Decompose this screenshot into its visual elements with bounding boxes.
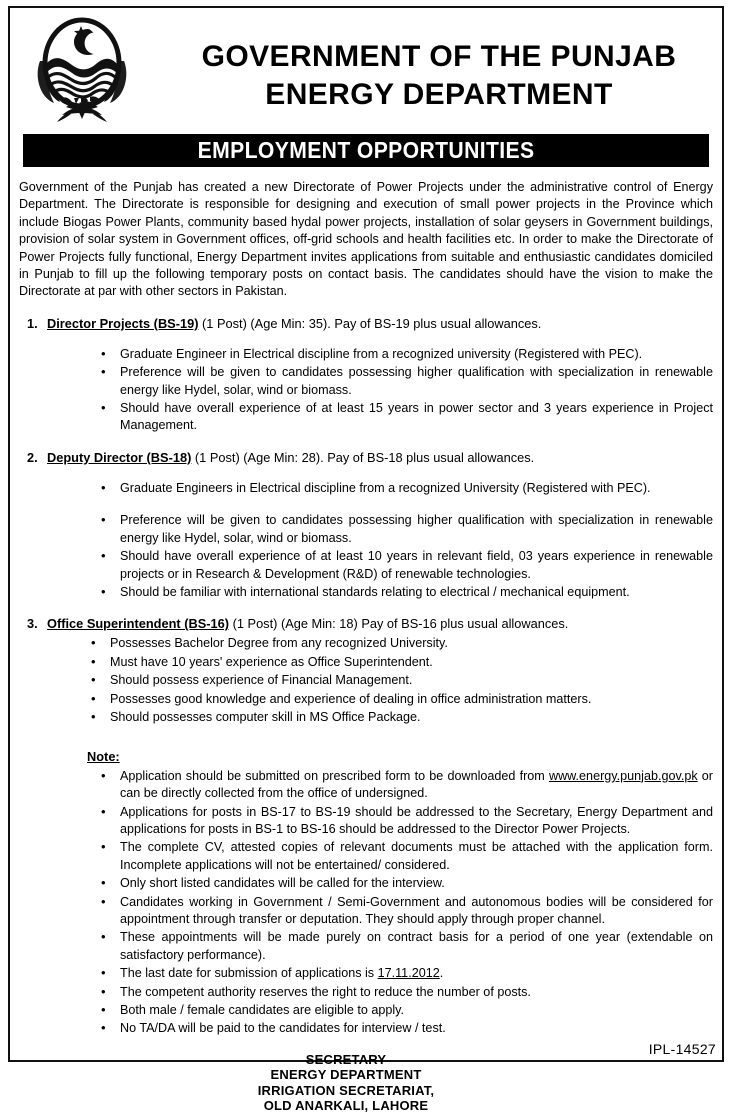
list-item: • Possesses Bachelor Degree from any recognized University. [89, 635, 713, 652]
post-entry-1 [19, 315, 713, 435]
signature-line-1: SECRETARY [305, 1051, 387, 1067]
post-entry-3 [19, 615, 713, 726]
post-heading-3 [19, 615, 713, 633]
document-header [14, 12, 718, 130]
header-titles [164, 38, 714, 114]
deadline-prefix: The last date for submission of applications is [120, 966, 378, 981]
list-item: • Possesses good knowledge and experience of dealing in office administration matters. [89, 691, 713, 708]
signature-block [19, 1052, 713, 1114]
list-item: • Should be familiar with international standards relating to electrical / mechanical equipment. [99, 584, 713, 601]
post-meta-1: (1 Post) (Age Min: 35). Pay of BS-19 plus usual allowances. [202, 315, 542, 331]
list-item: • The competent authority reserves the right to reduce the number of posts. [99, 984, 713, 1001]
signature-line-2: ENERGY DEPARTMENT [270, 1067, 422, 1083]
post-meta-3: (1 Post) (Age Min: 18) Pay of BS-16 plus usual allowances. [232, 616, 569, 632]
list-item: • Applications for posts in BS-17 to BS-19 should be addressed to the Secretary, Energy Department and applications for posts in BS-1 to BS-16 should be addressed to the Director Power Projects. [99, 804, 713, 839]
deadline-suffix: . [439, 966, 444, 981]
energy-punjab-website-link[interactable]: www.energy.punjab.gov.pk [548, 768, 698, 783]
list-item: • No TA/DA will be paid to the candidates for interview / test. [99, 1020, 713, 1037]
list-item: • Both male / female candidates are eligible to apply. [99, 1002, 713, 1019]
deadline-date: 17.11.2012 [377, 966, 440, 981]
list-item: • Only short listed candidates will be called for the interview. [99, 875, 713, 892]
list-item: • Candidates working in Government / Semi-Government and autonomous bodies will be considered for appointment through transfer or deputation. They should apply through proper channel. [99, 894, 713, 929]
post-meta-2: (1 Post) (Age Min: 28). Pay of BS-18 plus usual allowances. [194, 449, 535, 465]
signature-line-3: IRRIGATION SECRETARIAT, [257, 1082, 435, 1098]
post-title-2: Deputy Director (BS-18) [47, 449, 192, 465]
list-item: • Should have overall experience of at least 15 years in power sector and 3 years experience in Project Management. [99, 400, 713, 435]
banner-text: EMPLOYMENT OPPORTUNITIES [197, 137, 535, 163]
title-line-1: GOVERNMENT OF THE PUNJAB [201, 40, 677, 73]
title-line-2: ENERGY DEPARTMENT [265, 78, 613, 111]
list-item [99, 965, 713, 982]
note-label: Note: [87, 749, 120, 765]
list-item: • Preference will be given to candidates possessing higher qualification with specialization in renewable energy like Hydel, solar, wind or biomass. [99, 512, 713, 547]
list-item: • Should possess experience of Financial Management. [89, 672, 713, 689]
list-item: • Graduate Engineers in Electrical discipline from a recognized University (Registered with PEC). [99, 480, 713, 497]
post-title-1: Director Projects (BS-19) [47, 315, 199, 331]
list-item [99, 768, 713, 803]
post-number-2: 2. [27, 449, 38, 465]
list-item: • Preference will be given to candidates possessing higher qualification with specialization in renewable energy like Hydel, solar, wind or biomass. [99, 364, 713, 399]
post-requirements-2 [19, 480, 713, 601]
post-heading-2 [19, 449, 713, 467]
list-item: • Should have overall experience of at least 10 years in relevant field, 03 years experience in renewable projects or in Research & Development (R&D) of renewable technologies. [99, 548, 713, 583]
post-title-3: Office Superintendent (BS-16) [47, 616, 230, 632]
list-item: • Must have 10 years' experience as Office Superintendent. [89, 654, 713, 671]
post-requirements-1 [19, 346, 713, 435]
note-items [19, 768, 713, 1038]
post-number-3: 3. [27, 616, 38, 632]
list-item: • Should possesses computer skill in MS Office Package. [89, 709, 713, 726]
post-requirements-3 [19, 635, 713, 726]
note-application-text-after: or can be directly collected from the office of undersigned. [120, 768, 714, 801]
post-number-1: 1. [27, 315, 38, 331]
list-item: • Graduate Engineer in Electrical discipline from a recognized university (Registered with PEC). [99, 346, 713, 363]
post-heading-1 [19, 315, 713, 333]
note-application-text-before: Application should be submitted on prescribed form to be downloaded from [120, 768, 549, 783]
note-section [19, 748, 713, 1038]
document-body [14, 179, 718, 1114]
post-entry-2 [19, 449, 713, 601]
intro-paragraph: Government of the Punjab has created a new Directorate of Power Projects under the administrative control of Energy Department. The Directorate is responsible for designing and execution of small power projects in the Province which include Biogas Power Plants, community based hydal power projects, installation of solar geysers in Government buildings, provision of solar system in Government offices, off-grid schools and health facilities etc. In order to make the Directorate of Power Projects fully functional, Energy Department invites applications from suitable and enthusiastic candidates domiciled in Punjab to fill up the following temporary posts on contact basis. The candidates should have the vision to make the Directorate at par with other sectors in Pakistan. [19, 180, 713, 299]
signature-line-4: OLD ANARKALI, LAHORE [263, 1098, 429, 1114]
employment-opportunities-banner [23, 134, 709, 167]
list-item: • These appointments will be made purely on contract basis for a period of one year (extendable on satisfactory performance). [99, 929, 713, 964]
punjab-government-emblem-icon [26, 15, 138, 127]
reference-number: IPL-14527 [648, 1041, 716, 1057]
list-item: • The complete CV, attested copies of relevant documents must be attached with the application form. Incomplete applications will not be entertained/ considered. [99, 839, 713, 874]
